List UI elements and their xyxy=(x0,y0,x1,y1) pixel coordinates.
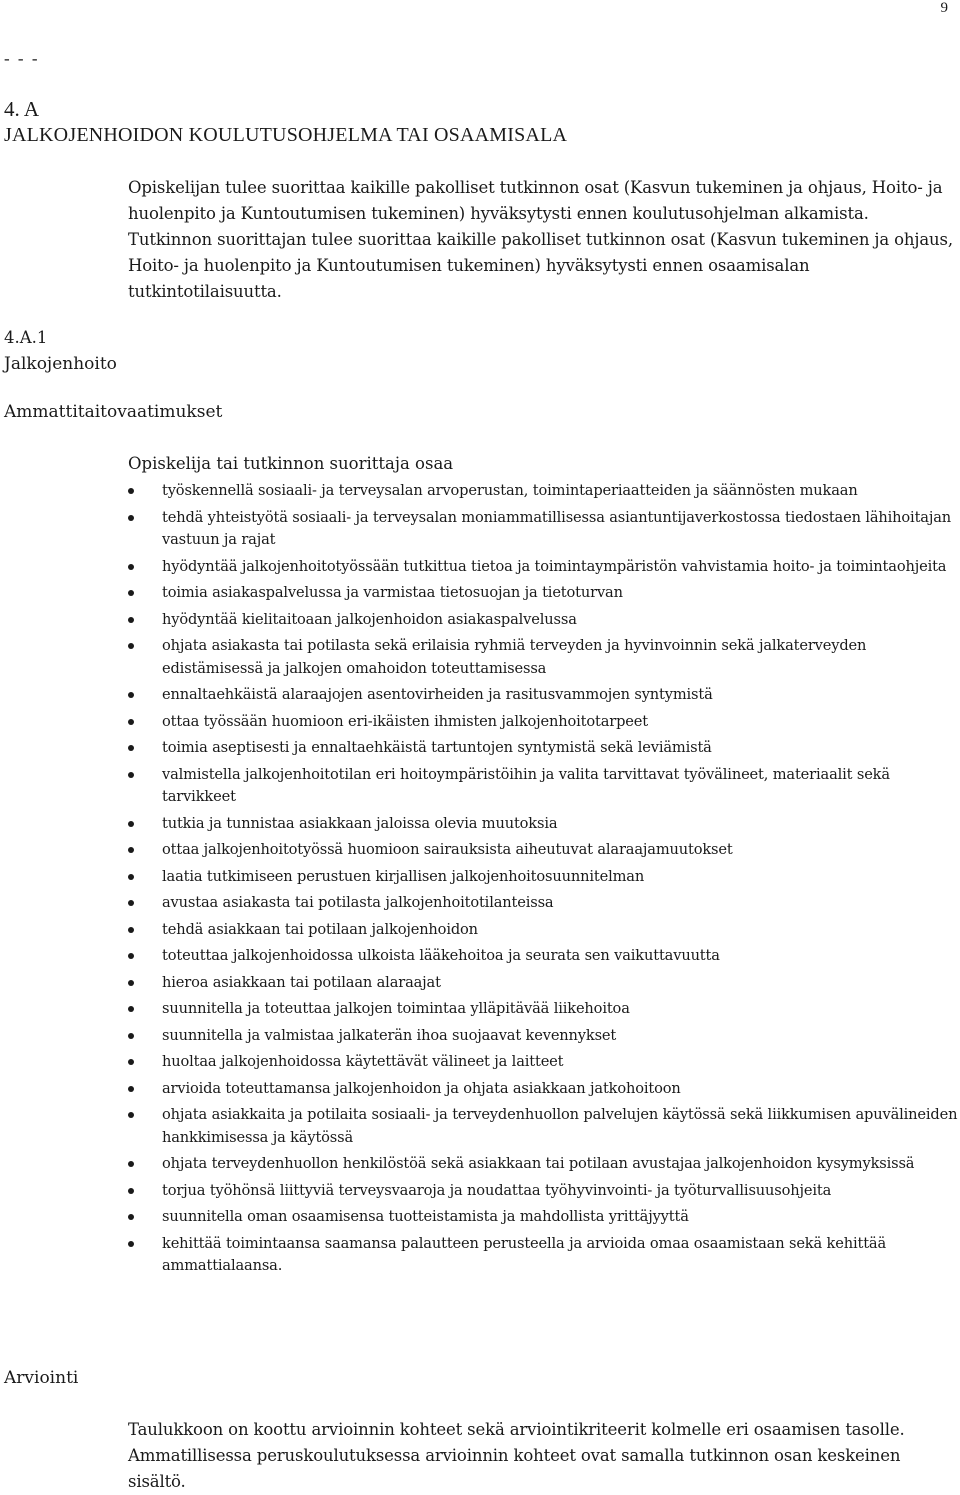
assessment-paragraph: Taulukkoon on koottu arvioinnin kohteet sekä arviointikriteerit kolmelle eri osaamisen tasolle. Ammatillisessa peruskoulutuksessa arvioinnin kohteet ovat samalla tutkinnon osan keskeinen sisältö. xyxy=(128,1420,905,1491)
bullet-icon xyxy=(128,1214,134,1220)
bullet-icon xyxy=(128,1086,134,1092)
bullet-icon xyxy=(128,692,134,698)
list-item xyxy=(128,711,958,734)
list-item xyxy=(128,1025,958,1048)
bullet-icon xyxy=(128,980,134,986)
separator-dashes: - - - xyxy=(4,49,40,68)
list-item-text: huoltaa jalkojenhoidossa käytettävät välineet ja laitteet xyxy=(162,1053,564,1070)
list-item-text: toimia asiakaspalvelussa ja varmistaa tietosuojan ja tietoturvan xyxy=(162,584,623,601)
bullet-icon xyxy=(128,617,134,623)
assessment-heading: Arviointi xyxy=(4,1368,79,1388)
bullet-icon xyxy=(128,874,134,880)
bullet-icon xyxy=(128,590,134,596)
bullet-icon xyxy=(128,488,134,494)
list-item xyxy=(128,1153,958,1176)
bullet-icon xyxy=(128,1033,134,1039)
bullet-icon xyxy=(128,821,134,827)
section-number: 4. A xyxy=(4,97,40,121)
list-item-text: laatia tutkimiseen perustuen kirjallisen jalkojenhoitosuunnitelman xyxy=(162,867,645,885)
list-item xyxy=(128,609,958,632)
list-item xyxy=(128,972,958,995)
bullet-icon xyxy=(128,1161,134,1167)
list-item-text: valmistella jalkojenhoitotilan eri hoitoympäristöihin ja valita tarvittavat työvälineet, materiaalit sekä tarvikkeet xyxy=(162,765,890,805)
bullet-icon xyxy=(128,900,134,906)
list-item-text: tehdä asiakkaan tai potilaan jalkojenhoidon xyxy=(162,920,478,938)
list-item-text: suunnitella ja toteuttaa jalkojen toimintaa ylläpitävää liikehoitoa xyxy=(162,1000,630,1017)
list-item xyxy=(128,507,958,552)
list-item-text: arvioida toteuttamansa jalkojenhoidon ja ohjata asiakkaan jatkohoitoon xyxy=(162,1079,681,1097)
list-item-text: ottaa työssään huomioon eri-ikäisten ihmisten jalkojenhoitotarpeet xyxy=(162,712,648,730)
intro-paragraph: Opiskelijan tulee suorittaa kaikille pakolliset tutkinnon osat (Kasvun tukeminen ja ohjaus, Hoito- ja huolenpito ja Kuntoutumisen tukeminen) hyväksytysti ennen koulutusohjelman alkamista. Tutkinnon suorittajan tulee suorittaa kaikille pakolliset tutkinnon osat (Kasvun tukeminen ja ohjaus, Hoito- ja huolenpito ja Kuntoutumisen tukeminen) hyväksytysti ennen osaamisalan tutkintotilaisuutta. xyxy=(128,178,953,301)
subsection-title: Jalkojenhoito xyxy=(4,354,117,374)
list-item-text: toteuttaa jalkojenhoidossa ulkoista lääkehoitoa ja seurata sen vaikuttavuutta xyxy=(162,947,720,964)
list-item xyxy=(128,1051,958,1074)
section-title: JALKOJENHOIDON KOULUTUSOHJELMA TAI OSAAMISALA xyxy=(4,124,568,146)
bullet-icon xyxy=(128,564,134,570)
bullet-icon xyxy=(128,772,134,778)
list-item xyxy=(128,684,958,707)
list-item-text: ohjata asiakasta tai potilasta sekä erilaisia ryhmiä terveyden ja hyvinvoinnin sekä jalkaterveyden edistämisessä ja jalkojen omahoidon toteuttamisessa xyxy=(162,637,867,677)
list-item-text: kehittää toimintaansa saamansa palautteen perusteella ja arvioida omaa osaamistaan sekä kehittää ammattialaansa. xyxy=(162,1234,887,1274)
list-item xyxy=(128,945,958,968)
list-item xyxy=(128,892,958,915)
bullet-icon xyxy=(128,719,134,725)
list-item-text: tehdä yhteistyötä sosiaali- ja terveysalan moniammatillisessa asiantuntijaverkostossa tiedostaen lähihoitajan vastuun ja rajat xyxy=(162,508,952,548)
list-item-text: torjua työhönsä liittyviä terveysvaaroja ja noudattaa työhyvinvointi- ja työturvallisuusohjeita xyxy=(162,1181,832,1199)
list-item-text: tutkia ja tunnistaa asiakkaan jaloissa olevia muutoksia xyxy=(162,814,558,832)
list-item-text: toimia aseptisesti ja ennaltaehkäistä tartuntojen syntymistä sekä leviämistä xyxy=(162,739,712,756)
bullet-icon xyxy=(128,1059,134,1065)
page-number: 9 xyxy=(940,0,948,16)
bullet-icon xyxy=(128,1006,134,1012)
list-item-text: avustaa asiakasta tai potilasta jalkojenhoitotilanteissa xyxy=(162,894,554,911)
list-item xyxy=(128,556,958,579)
list-item-text: ennaltaehkäistä alaraajojen asentovirheiden ja rasitusvammojen syntymistä xyxy=(162,686,713,703)
list-item xyxy=(128,998,958,1021)
bullet-icon xyxy=(128,1112,134,1118)
list-item xyxy=(128,1206,958,1229)
list-item-text: suunnitella oman osaamisensa tuotteistamista ja mahdollista yrittäjyyttä xyxy=(162,1208,689,1225)
subsection-number: 4.A.1 xyxy=(4,328,48,347)
list-item xyxy=(128,1104,958,1149)
list-item xyxy=(128,1078,958,1101)
list-item-text: ohjata terveydenhuollon henkilöstöä sekä asiakkaan tai potilaan avustajaa jalkojenhoidon kysymyksissä xyxy=(162,1155,915,1172)
skills-lead-text: Opiskelija tai tutkinnon suorittaja osaa xyxy=(128,454,454,473)
list-item-text: hyödyntää jalkojenhoitotyössään tutkittua tietoa ja toimintaympäristön vahvistamia hoito- ja toimintaohjeita xyxy=(162,557,947,575)
list-item-text: ottaa jalkojenhoitotyössä huomioon sairauksista aiheutuvat alaraajamuutokset xyxy=(162,841,733,858)
requirements-heading: Ammattitaitovaatimukset xyxy=(4,402,223,422)
list-item xyxy=(128,1233,958,1278)
list-item-text: työskennellä sosiaali- ja terveysalan arvoperustan, toimintaperiaatteiden ja säännösten mukaan xyxy=(162,482,858,499)
list-item xyxy=(128,839,958,862)
bullet-icon xyxy=(128,953,134,959)
list-item-text: hieroa asiakkaan tai potilaan alaraajat xyxy=(162,973,441,991)
list-item xyxy=(128,635,958,680)
list-item xyxy=(128,1180,958,1203)
list-item xyxy=(128,919,958,942)
bullet-icon xyxy=(128,515,134,521)
list-item-text: suunnitella ja valmistaa jalkaterän ihoa suojaavat kevennykset xyxy=(162,1026,617,1044)
bullet-icon xyxy=(128,745,134,751)
bullet-icon xyxy=(128,1188,134,1194)
list-item xyxy=(128,582,958,605)
list-item xyxy=(128,764,958,809)
bullet-icon xyxy=(128,1241,134,1247)
list-item-text: ohjata asiakkaita ja potilaita sosiaali- ja terveydenhuollon palvelujen käytössä sekä liikkumisen apuvälineiden hankkimisessa ja käytössä xyxy=(162,1106,958,1146)
list-item xyxy=(128,813,958,836)
skills-list xyxy=(128,480,958,1282)
list-item xyxy=(128,866,958,889)
bullet-icon xyxy=(128,643,134,649)
bullet-icon xyxy=(128,927,134,933)
bullet-icon xyxy=(128,847,134,853)
list-item-text: hyödyntää kielitaitoaan jalkojenhoidon asiakaspalvelussa xyxy=(162,610,577,628)
list-item xyxy=(128,737,958,760)
list-item xyxy=(128,480,958,503)
